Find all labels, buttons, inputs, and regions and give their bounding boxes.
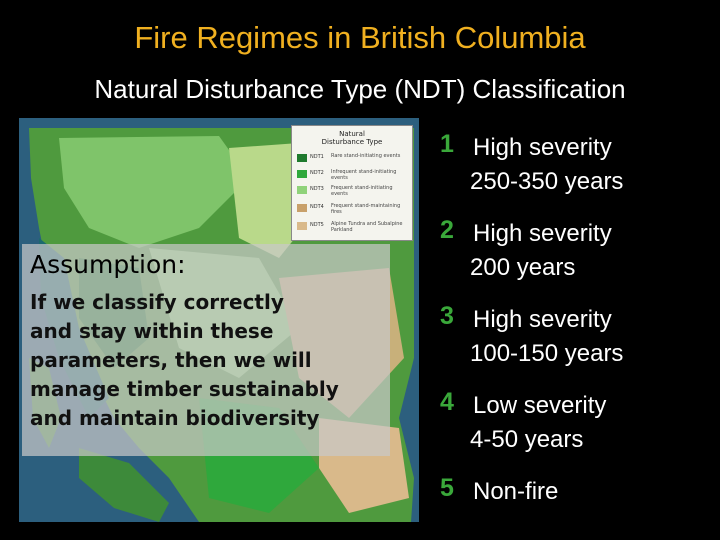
assumption-line: parameters, then we will (30, 348, 312, 372)
legend-row-ndt2 (297, 168, 409, 182)
ndt-number: 5 (440, 474, 454, 502)
ndt-severity: High severity (473, 306, 612, 333)
ndt-interval: 100-150 years (470, 340, 624, 367)
assumption-line: If we classify correctly (30, 290, 284, 314)
ndt-severity: Low severity (473, 392, 607, 419)
ndt-severity: Non-fire (473, 478, 559, 505)
assumption-line: and maintain biodiversity (30, 406, 320, 430)
legend-desc: Alpine Tundra and Subalpine Parkland (331, 221, 403, 233)
ndt-number: 2 (440, 216, 454, 244)
slide-title: Fire Regimes in British Columbia (134, 20, 586, 55)
legend-row-ndt4 (297, 202, 409, 216)
legend-swatch-ndt5 (297, 222, 307, 230)
legend-title (292, 130, 412, 146)
ndt-severity: High severity (473, 220, 612, 247)
ndt-interval: 200 years (470, 254, 576, 281)
legend-code: NDT1 (310, 154, 324, 160)
assumption-heading: Assumption: (30, 250, 186, 279)
slide-subtitle: Natural Disturbance Type (NDT) Classification (94, 74, 626, 104)
legend-code: NDT4 (310, 204, 324, 210)
ndt-interval: 250-350 years (470, 168, 624, 195)
legend-code: NDT5 (310, 222, 324, 228)
legend-title-line1: Natural (339, 130, 365, 138)
assumption-line: manage timber sustainably (30, 377, 339, 401)
ndt-interval: 4-50 years (470, 426, 584, 453)
legend-row-ndt1 (297, 152, 409, 166)
map-legend (291, 125, 413, 241)
legend-swatch-ndt4 (297, 204, 307, 212)
legend-desc: Frequent stand-maintaining fires (331, 203, 401, 215)
assumption-text (30, 288, 400, 433)
legend-desc: Rare stand-initiating events (331, 153, 401, 159)
legend-desc: Frequent stand-initiating events (331, 185, 393, 197)
legend-row-ndt5 (297, 220, 409, 234)
legend-swatch-ndt3 (297, 186, 307, 194)
legend-swatch-ndt1 (297, 154, 307, 162)
legend-desc: Infrequent stand-initiating events (331, 169, 397, 181)
legend-swatch-ndt2 (297, 170, 307, 178)
legend-code: NDT2 (310, 170, 324, 176)
ndt-number: 1 (440, 130, 454, 158)
legend-title-line2: Disturbance Type (321, 138, 383, 146)
ndt-number: 3 (440, 302, 454, 330)
legend-code: NDT3 (310, 186, 324, 192)
ndt-severity: High severity (473, 134, 612, 161)
ndt-number: 4 (440, 388, 454, 416)
assumption-line: and stay within these (30, 319, 274, 343)
legend-row-ndt3 (297, 184, 409, 198)
